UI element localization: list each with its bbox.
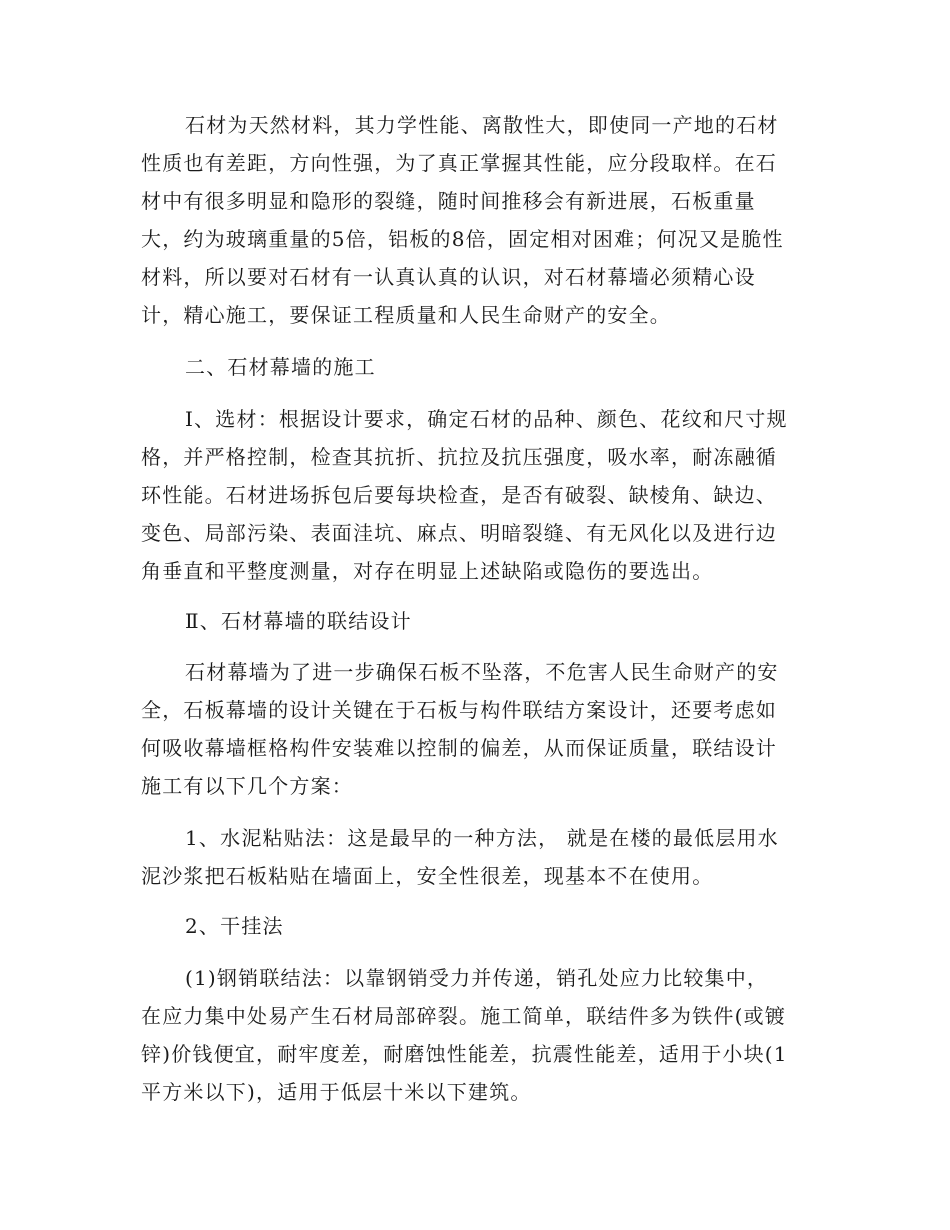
paragraph-2-line-3: 环性能。石材进场拆包后要每块检查，是否有破裂、缺棱角、缺边、 [141,483,777,507]
paragraph-1-line-4: 大，约为玻璃重量的5倍，铝板的8倍，固定相对困难；何况又是脆性 [141,227,784,251]
paragraph-3-line-3: 何吸收幕墙框格构件安装难以控制的偏差，从而保证质量，联结设计 [141,736,777,760]
paragraph-3-line-4: 施工有以下几个方案： [141,774,353,798]
paragraph-2-line-5: 角垂直和平整度测量，对存在明显上述缺陷或隐伤的要选出。 [141,559,714,583]
paragraph-4-line-1: 1、水泥粘贴法：这是最早的一种方法， 就是在楼的最低层用水 [185,826,779,850]
section-heading-connection-design: Ⅱ、石材幕墙的联结设计 [185,609,412,633]
paragraph-3-line-2: 全，石板幕墙的设计关键在于石板与构件联结方案设计，还要考虑如 [141,698,777,722]
section-heading-construction: 二、石材幕墙的施工 [185,355,376,379]
paragraph-1-line-1: 石材为天然材料，其力学性能、离散性大，即使同一产地的石材 [185,113,779,137]
paragraph-2-line-4: 变色、局部污染、表面洼坑、麻点、明暗裂缝、有无风化以及进行边 [141,521,777,545]
paragraph-5-line-1: (1)钢销联结法：以靠钢销受力并传递，销孔处应力比较集中， [185,966,769,990]
paragraph-5-line-4: 平方米以下)，适用于低层十米以下建筑。 [141,1080,532,1104]
paragraph-2-line-2: 格，并严格控制，检查其抗折、抗拉及抗压强度，吸水率，耐冻融循 [141,445,777,469]
paragraph-2-line-1: I、选材：根据设计要求，确定石材的品种、颜色、花纹和尺寸规 [185,407,788,431]
paragraph-5-line-3: 锌)价钱便宜，耐牢度差，耐磨蚀性能差，抗震性能差，适用于小块(1 [141,1042,788,1066]
paragraph-5-line-2: 在应力集中处易产生石材局部碎裂。施工简单，联结件多为铁件(或镀 [141,1004,787,1028]
paragraph-1-line-2: 性质也有差距，方向性强，为了真正掌握其性能，应分段取样。在石 [141,151,777,175]
paragraph-1-line-6: 计，精心施工，要保证工程质量和人民生命财产的安全。 [141,303,671,327]
paragraph-1-line-3: 材中有很多明显和隐形的裂缝，随时间推移会有新进展，石板重量 [141,189,756,213]
paragraph-3-line-1: 石材幕墙为了进一步确保石板不坠落，不危害人民生命财产的安 [185,660,779,684]
subheading-dry-hanging: 2、干挂法 [185,914,284,938]
paragraph-1-line-5: 材料，所以要对石材有一认真认真的认识，对石材幕墙必须精心设 [141,265,756,289]
paragraph-4-line-2: 泥沙浆把石板粘贴在墙面上，安全性很差，现基本不在使用。 [141,864,714,888]
